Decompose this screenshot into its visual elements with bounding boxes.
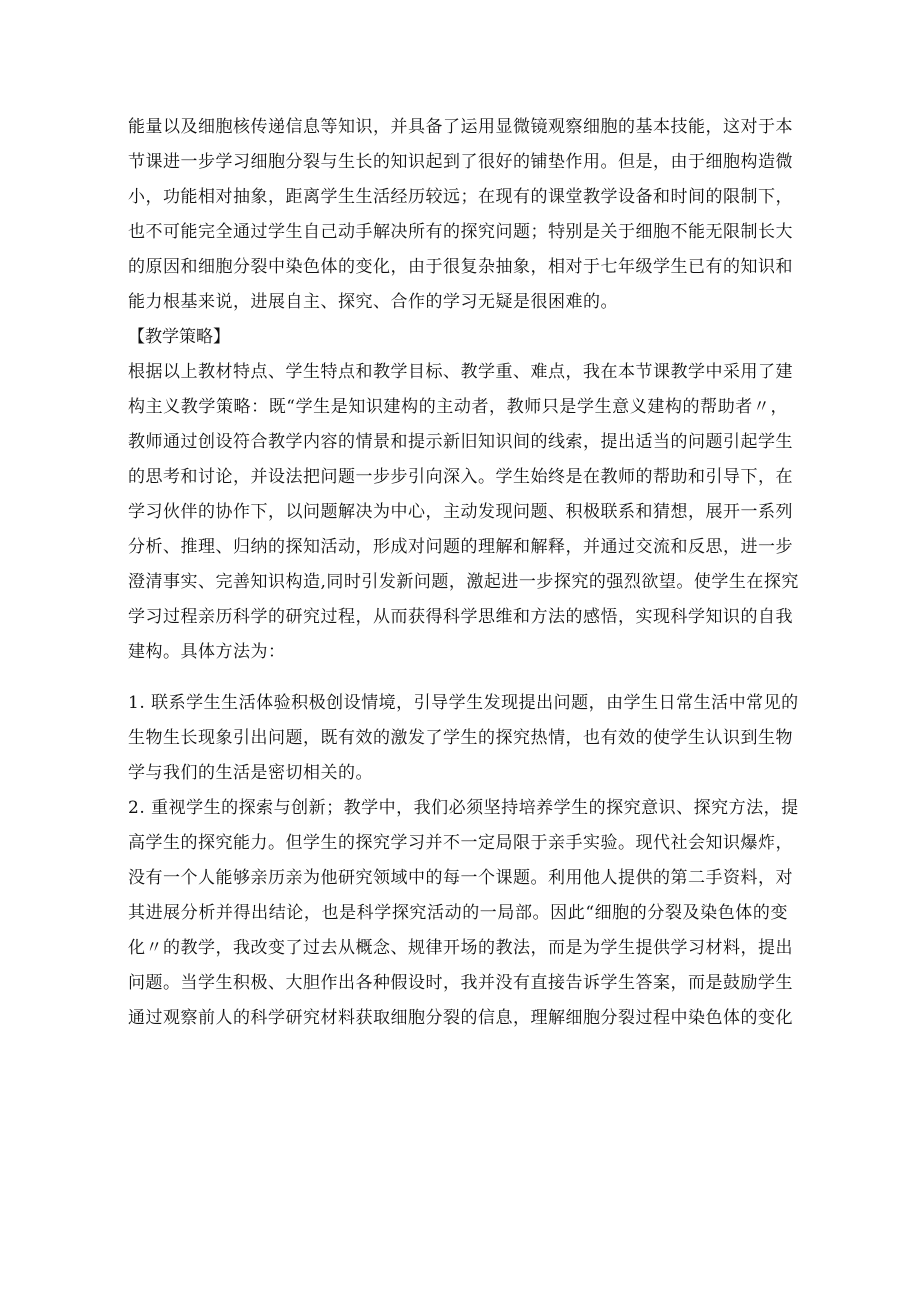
text-line: 问题。当学生积极、大胆作出各种假设时，我并没有直接告诉学生答案，而是鼓励学生 xyxy=(128,973,793,993)
text-line: 能量以及细胞核传递信息等知识，并具备了运用显微镜观察细胞的基本技能，这对于本 xyxy=(128,117,793,137)
text-line: 小，功能相对抽象，距离学生生活经历较远；在现有的课堂教学设备和时间的限制下， xyxy=(128,187,793,207)
section-heading: 【教学策略】 xyxy=(128,327,230,347)
text-line: 学习伙伴的协作下，以问题解决为中心，主动发现问题、积极联系和猜想，展开一系列 xyxy=(128,502,793,522)
text-line: 高学生的探究能力。但学生的探究学习并不一定局限于亲手实验。现代社会知识爆炸， xyxy=(128,833,793,853)
list-item-2 xyxy=(128,791,799,1036)
intro-paragraph xyxy=(128,110,793,320)
text-line: 也不可能完全通过学生自己动手解决所有的探究问题；特别是关于细胞不能无限制长大 xyxy=(128,222,793,242)
text-line: 澄清事实、完善知识构造,同时引发新问题，激起进一步探究的强烈欲望。使学生在探究 xyxy=(128,572,799,592)
strategy-paragraph xyxy=(128,355,799,670)
text-line: 分析、推理、归纳的探知活动，形成对问题的理解和解释，并通过交流和反思，进一步 xyxy=(128,537,793,557)
text-line: 的思考和讨论，并设法把问题一步步引向深入。学生始终是在教师的帮助和引导下，在 xyxy=(128,467,793,487)
text-line: 化〃的教学，我改变了过去从概念、规律开场的教法，而是为学生提供学习材料，提出 xyxy=(128,938,793,958)
text-line: 构主义教学策略：既“学生是知识建构的主动者，教师只是学生意义建构的帮助者〃， xyxy=(128,397,788,417)
text-line: 通过观察前人的科学研究材料获取细胞分裂的信息，理解细胞分裂过程中染色体的变化 xyxy=(128,1008,793,1028)
text-line: 2. 重视学生的探索与创新；教学中，我们必须坚持培养学生的探究意识、探究方法，提 xyxy=(128,798,799,818)
text-line: 的原因和细胞分裂中染色体的变化，由于很复杂抽象，相对于七年级学生已有的知识和 xyxy=(128,257,793,277)
list-item-1 xyxy=(128,686,799,791)
text-line: 建构。具体方法为： xyxy=(128,642,286,662)
spacer xyxy=(128,670,788,686)
text-line: 学习过程亲历科学的研究过程，从而获得科学思维和方法的感悟，实现科学知识的自我 xyxy=(128,607,793,627)
text-line: 学与我们的生活是密切相关的。 xyxy=(128,763,373,783)
text-line: 教师通过创设符合教学内容的情景和提示新旧知识间的线索，提出适当的问题引起学生 xyxy=(128,432,793,452)
text-line: 节课进一步学习细胞分裂与生长的知识起到了很好的铺垫作用。但是，由于细胞构造微 xyxy=(128,152,793,172)
text-line: 1. 联系学生生活体验积极创设情境，引导学生发现提出问题，由学生日常生活中常见的 xyxy=(128,693,799,713)
document-page xyxy=(128,110,799,1036)
text-line: 其进展分析并得出结论，也是科学探究活动的一局部。因此“细胞的分裂及染色体的变 xyxy=(128,903,788,923)
text-line: 能力根基来说，进展自主、探究、合作的学习无疑是很困难的。 xyxy=(128,292,618,312)
text-line: 根据以上教材特点、学生特点和教学目标、教学重、难点，我在本节课教学中采用了建 xyxy=(128,362,793,382)
text-line: 生物生长现象引出问题，既有效的激发了学生的探究热情，也有效的使学生认识到生物 xyxy=(128,728,793,748)
text-line: 没有一个人能够亲历亲为他研究领域中的每一个课题。利用他人提供的第二手资料，对 xyxy=(128,868,793,888)
